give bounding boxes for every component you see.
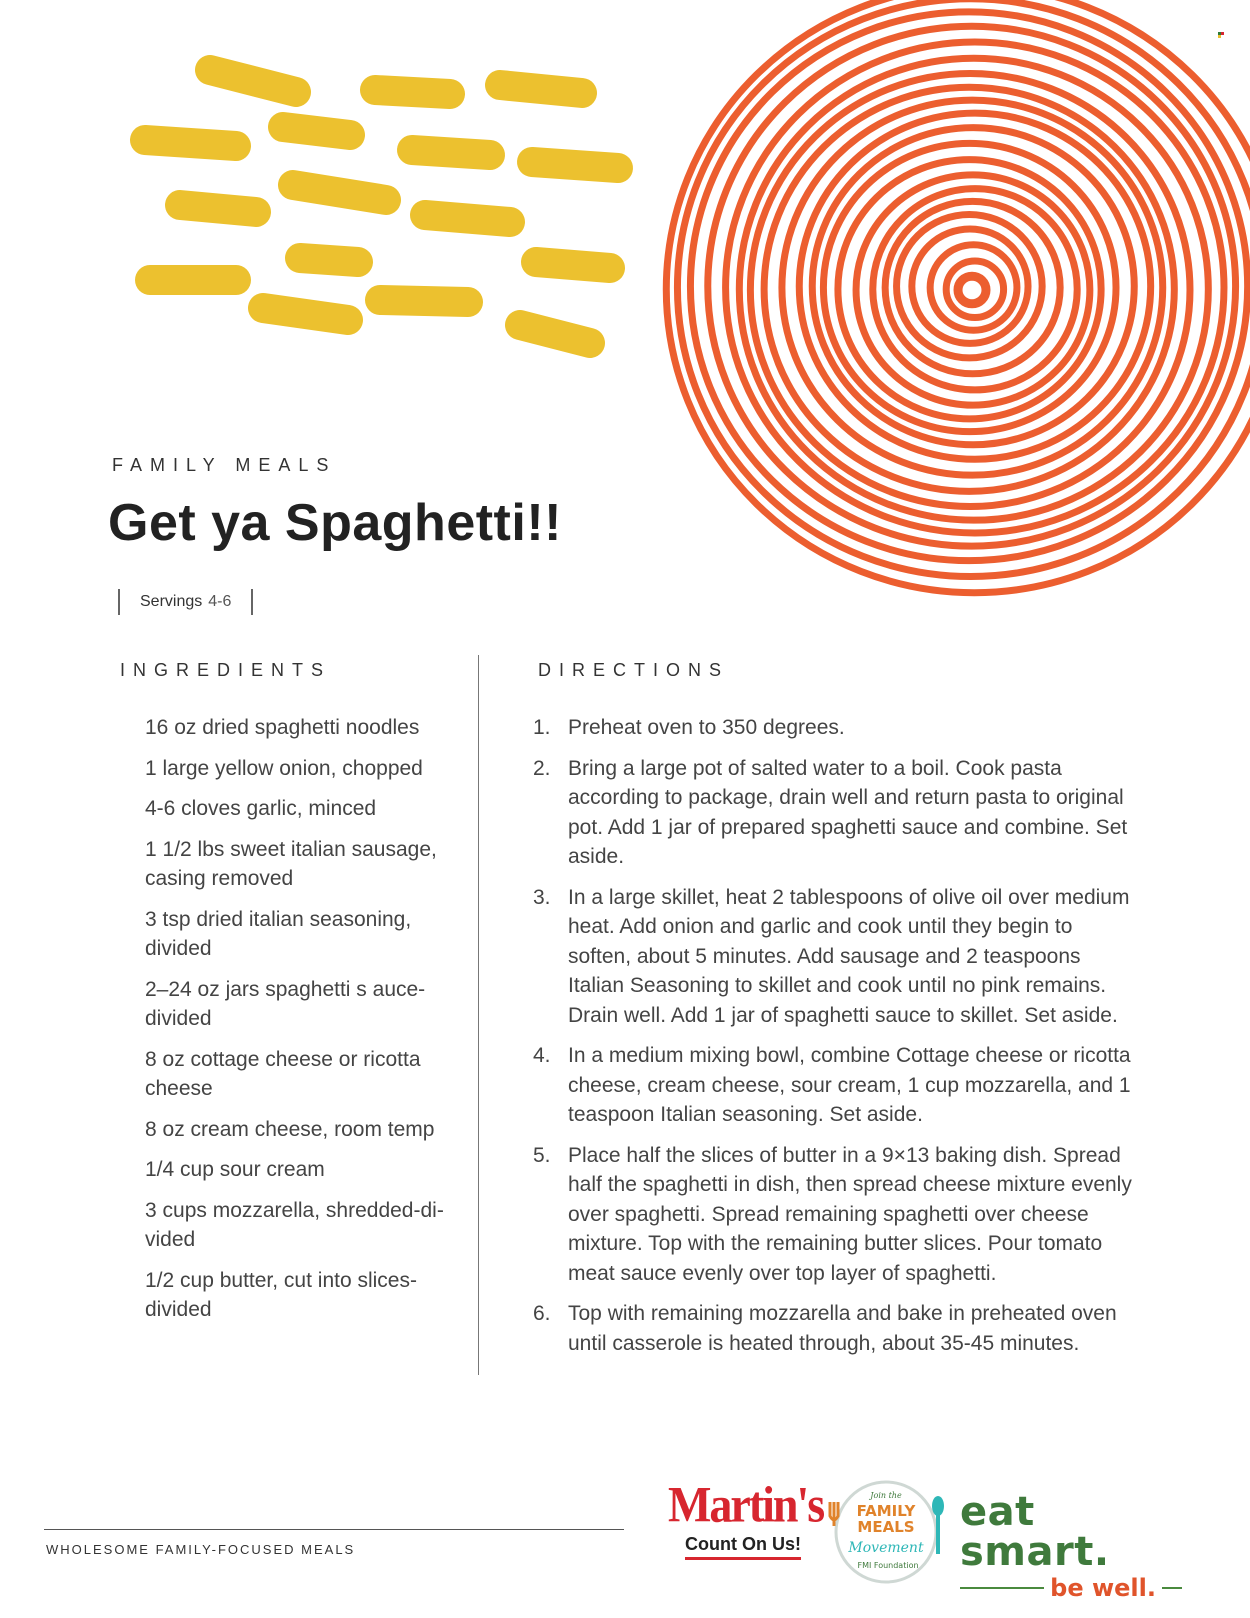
pasta-piece bbox=[532, 162, 618, 168]
ingredient-item: 1/2 cup butter, cut into slices-divided bbox=[145, 1268, 417, 1321]
ingredient-item: 8 oz cream cheese, room temp bbox=[145, 1117, 435, 1141]
ingredient-item: 1/4 cup sour cream bbox=[145, 1158, 325, 1181]
direction-step-number: 1. bbox=[533, 716, 551, 739]
be-well-text: be well. bbox=[1050, 1574, 1156, 1602]
direction-step-number: 6. bbox=[533, 1302, 551, 1325]
direction-step-number: 4. bbox=[533, 1044, 551, 1067]
direction-step-text: In a large skillet, heat 2 tablespoons of olive oil over medium heat. Add onion and garlic and cook until they begin to soften, about 5 minutes. Add sausage and 2 teaspoons Italian Seasoning to skillet and cook until no pink remains. Drain well. Add 1 jar of spaghetti sauce to skillet. Set aside. bbox=[568, 885, 1130, 1027]
servings-label: Servings bbox=[140, 593, 203, 610]
servings-box bbox=[118, 589, 253, 615]
ingredient-item: 1 large yellow onion, chopped bbox=[145, 756, 423, 780]
martins-logo-tagline: Count On Us! bbox=[685, 1534, 801, 1560]
direction-step-text: Place half the slices of butter in a 9×13 baking dish. Spread half the spaghetti in dish, then spread cheese mixture evenly over spaghetti. Spread remaining spaghetti over cheese mixture. Top with the remaining butter slices. Pour tomato meat sauce evenly over top layer of spaghetti. bbox=[568, 1143, 1132, 1285]
pasta-pieces-icon bbox=[145, 70, 618, 343]
direction-step-text: Bring a large pot of salted water to a boil. Cook pasta according to package, drain well and return pasta to original pot. Add 1 jar of prepared spaghetti sauce and combine. Set aside. bbox=[568, 756, 1128, 868]
family-meals-movement-logo bbox=[826, 1472, 946, 1592]
be-well-line-right bbox=[1162, 1587, 1182, 1589]
pasta-piece bbox=[520, 325, 590, 343]
fm-family-text: FAMILY bbox=[856, 1502, 916, 1520]
ingredient-item: 1 1/2 lbs sweet italian sausage, casing removed bbox=[145, 837, 437, 890]
direction-step bbox=[533, 1299, 1133, 1358]
ingredient-item: 16 oz dried spaghetti noodles bbox=[145, 716, 420, 739]
footer-divider bbox=[44, 1529, 624, 1530]
direction-step bbox=[533, 754, 1133, 872]
direction-step bbox=[533, 1041, 1133, 1130]
direction-step-text: Preheat oven to 350 degrees. bbox=[568, 716, 845, 739]
direction-step-text: Top with remaining mozzarella and bake in preheated oven until casserole is heated through, about 35-45 minutes. bbox=[568, 1302, 1117, 1355]
fm-meals-text: MEALS bbox=[857, 1518, 915, 1536]
ingredient-item: 3 cups mozzarella, shredded-di-vided bbox=[145, 1198, 444, 1251]
ingredient-item: 2–24 oz jars spaghetti s auce-divided bbox=[145, 977, 426, 1030]
eat-smart-text: eat smart. bbox=[960, 1489, 1110, 1575]
section-eyebrow: FAMILY MEALS bbox=[112, 455, 337, 475]
servings-value: 4-6 bbox=[208, 593, 232, 610]
be-well-line-left bbox=[960, 1587, 1044, 1589]
pasta-piece bbox=[375, 90, 450, 94]
directions-list bbox=[533, 713, 1133, 1369]
direction-step-number: 5. bbox=[533, 1143, 551, 1167]
fm-foundation-text: FMI Foundation bbox=[857, 1561, 919, 1570]
direction-step bbox=[533, 713, 1133, 743]
direction-step-number: 2. bbox=[533, 756, 551, 780]
direction-step bbox=[533, 883, 1133, 1031]
column-divider bbox=[478, 655, 479, 1375]
pasta-piece bbox=[145, 140, 236, 146]
pasta-piece bbox=[412, 150, 490, 155]
footer-tagline: WHOLESOME FAMILY-FOCUSED MEALS bbox=[46, 1542, 356, 1557]
spoon-icon bbox=[932, 1496, 944, 1516]
ingredient-item: 4-6 cloves garlic, minced bbox=[145, 797, 377, 820]
pasta-piece bbox=[180, 205, 256, 212]
be-well-row bbox=[960, 1574, 1182, 1602]
page-title: Get ya Spaghetti!! bbox=[108, 494, 562, 552]
ingredient-item: 8 oz cottage cheese or ricotta cheese bbox=[145, 1047, 421, 1100]
martins-logo-name: Martin's bbox=[668, 1476, 824, 1533]
pasta-piece bbox=[283, 127, 350, 135]
fm-join-text: Join the bbox=[870, 1491, 902, 1500]
pasta-piece bbox=[263, 308, 348, 320]
spiral-ring bbox=[708, 26, 1236, 546]
pasta-piece bbox=[300, 258, 358, 262]
direction-step bbox=[533, 1141, 1133, 1289]
pasta-piece bbox=[380, 300, 468, 302]
pasta-piece bbox=[536, 262, 610, 268]
martins-logo bbox=[668, 1476, 824, 1560]
spaghetti-spiral-icon bbox=[666, 0, 1250, 593]
eat-smart-logo bbox=[960, 1489, 1182, 1602]
pasta-piece bbox=[500, 85, 582, 93]
direction-step-number: 3. bbox=[533, 885, 551, 909]
ingredients-heading: INGREDIENTS bbox=[120, 660, 332, 680]
ingredients-list bbox=[145, 713, 445, 1336]
corner-mark-icon bbox=[1218, 32, 1226, 38]
direction-step-text: In a medium mixing bowl, combine Cottage cheese or ricotta cheese, cream cheese, sour cream, 1 cup mozzarella, and 1 teaspoon Italian seasoning. Set aside. bbox=[568, 1044, 1131, 1126]
spiral-ring bbox=[958, 276, 986, 304]
ingredient-item: 3 tsp dried italian seasoning, divided bbox=[145, 907, 412, 960]
fm-movement-text: Movement bbox=[848, 1540, 924, 1556]
pasta-piece bbox=[425, 215, 510, 222]
pasta-piece bbox=[293, 185, 386, 200]
pasta-piece bbox=[210, 70, 296, 92]
directions-heading: DIRECTIONS bbox=[538, 660, 730, 680]
